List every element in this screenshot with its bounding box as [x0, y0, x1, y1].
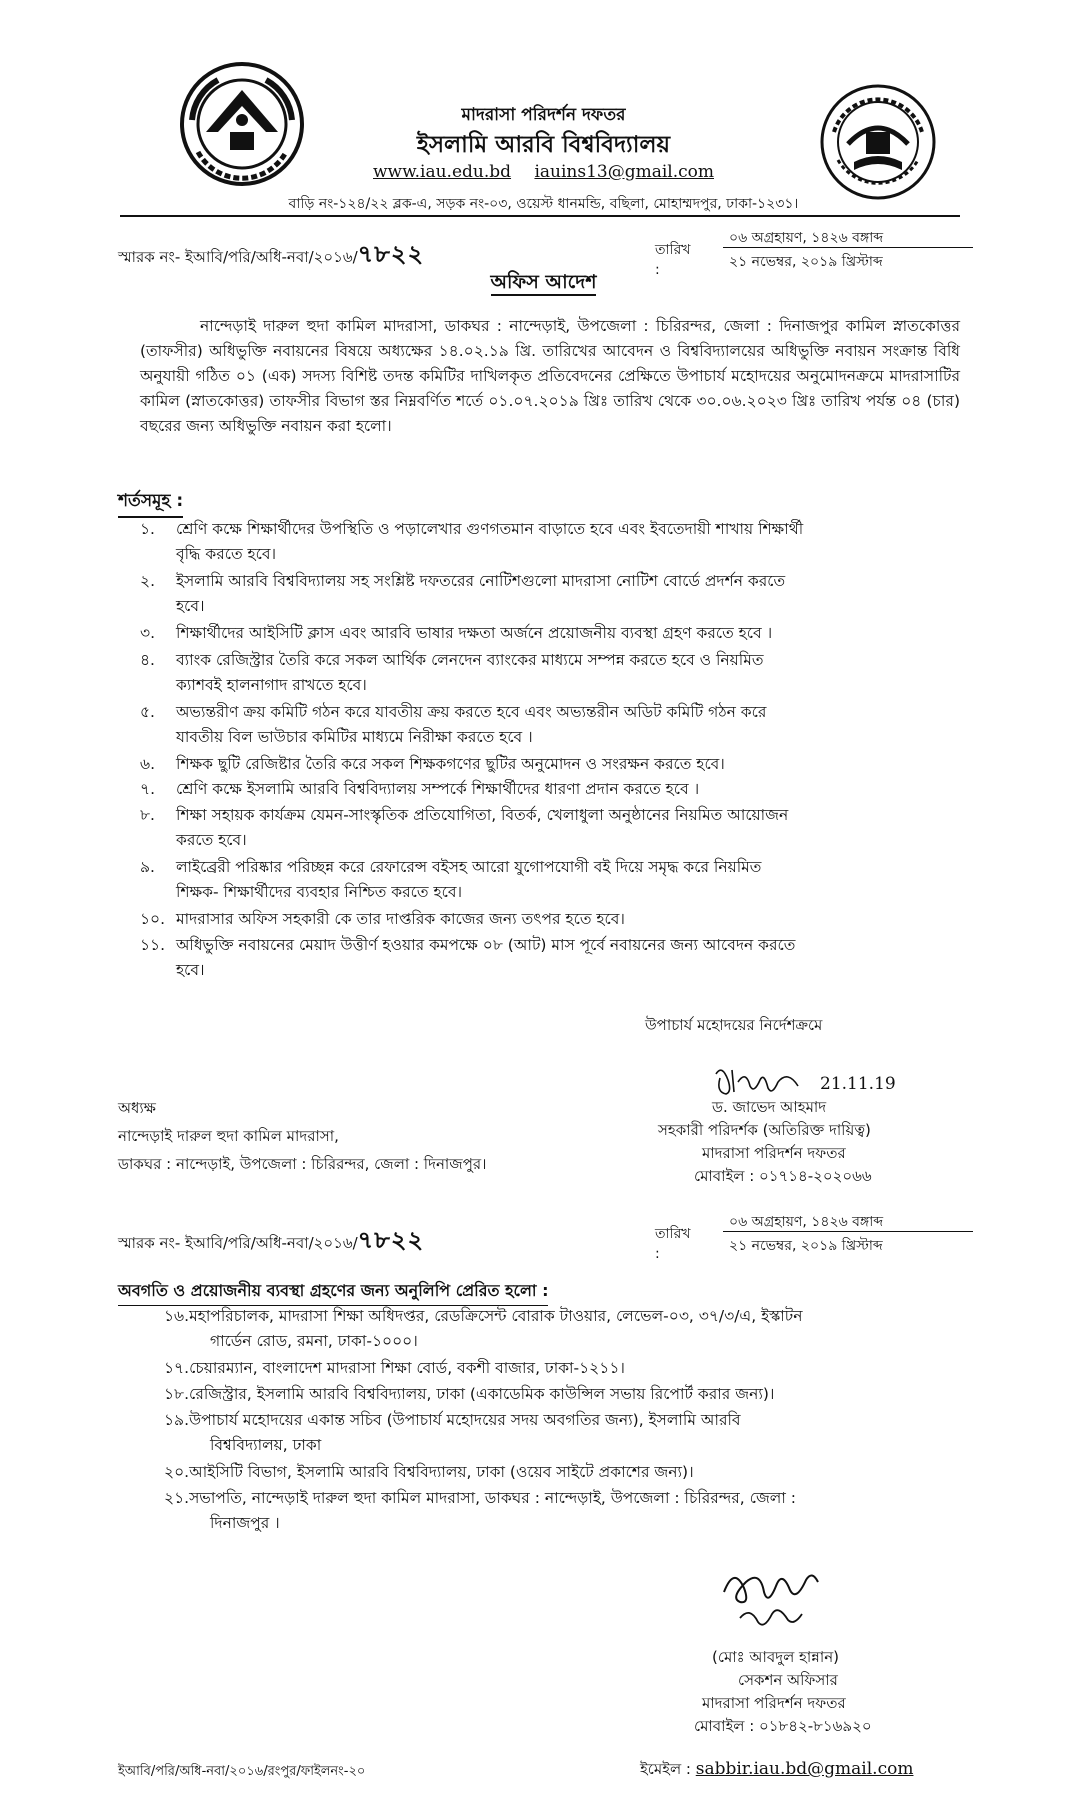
cc-item: [164, 1408, 962, 1458]
cc-text: ২০.আইসিটি বিভাগ, ইসলামি আরবি বিশ্ববিদ্যালয়, ঢাকা (ওয়েব সাইটে প্রকাশের জন্য)।: [164, 1463, 694, 1481]
condition-number: ৯.: [140, 858, 155, 876]
condition-text-continued: যাবতীয় বিল ভাউচার কমিটির মাধ্যমে নিরীক্ষা করতে হবে ।: [176, 728, 533, 746]
signature-1: [712, 1062, 822, 1102]
condition-text-continued: করতে হবে।: [176, 831, 247, 849]
condition-text: শ্রেণি কক্ষে শিক্ষার্থীদের উপস্থিতি ও পড়ালেখার গুণগতমান বাড়াতে হবে এবং ইবতেদায়ী শাখায় শিক্ষার্থী: [176, 520, 804, 538]
date-2-divider: [723, 1231, 973, 1232]
condition-number: ৩.: [140, 624, 156, 642]
cc-text: ১৮.রেজিস্ট্রার, ইসলামি আরবি বিশ্ববিদ্যালয়, ঢাকা (একাডেমিক কাউন্সিল সভায় রিপোর্ট করার জন্য)।: [164, 1385, 775, 1403]
condition-number: ৫.: [140, 703, 155, 721]
signatory-2-email-link[interactable]: sabbir.iau.bd@gmail.com: [695, 1759, 914, 1779]
condition-number: ২.: [140, 572, 156, 590]
signatory-2-name: (মোঃ আবদুল হান্নান): [712, 1648, 840, 1666]
cc-text-continued: গার্ডেন রোড, রমনা, ঢাকা-১০০০।: [210, 1332, 418, 1350]
condition-item: [140, 907, 962, 932]
signed-date: 21.11.19: [820, 1074, 896, 1094]
cc-text-continued: দিনাজপুর ।: [210, 1514, 280, 1532]
memo-2-ref-label: স্মারক নং- ইআবি/পরি/অধি-নবা/২০১৬/: [118, 1234, 358, 1252]
recipient-title: অধ্যক্ষ: [118, 1099, 156, 1117]
cc-item: [164, 1356, 962, 1381]
condition-item: [140, 855, 962, 905]
university-name: ইসলামি আরবি বিশ্ববিদ্যালয়: [416, 132, 671, 158]
condition-text-continued: বৃদ্ধি করতে হবে।: [176, 545, 277, 563]
condition-text: শিক্ষার্থীদের আইসিটি ক্লাস এবং আরবি ভাষার দক্ষতা অর্জনে প্রয়োজনীয় ব্যবস্থা গ্রহণ করতে হবে ।: [176, 624, 773, 642]
date-divider: [723, 247, 973, 248]
condition-text: লাইব্রেরী পরিষ্কার পরিচ্ছন্ন করে রেফারেন্স বইসহ আরো যুগোপযোগী বই দিয়ে সমৃদ্ধ করে নিয়মিত: [176, 858, 762, 876]
condition-text: ইসলামি আরবি বিশ্ববিদ্যালয় সহ সংশ্লিষ্ট দফতরের নোটিশগুলো মাদরাসা নোটিশ বোর্ডে প্রদর্শন করতে: [176, 572, 786, 590]
condition-text-continued: হবে।: [176, 597, 205, 615]
memo-2-reference: [118, 1222, 424, 1262]
condition-text: শিক্ষা সহায়ক কার্যক্রম যেমন-সাংস্কৃতিক প্রতিযোগিতা, বিতর্ক, খেলাধুলা অনুষ্ঠানের নিয়মিত আয়োজন: [176, 806, 789, 824]
cc-item: [164, 1460, 962, 1485]
memo-ref-number: ৭৮২২: [357, 240, 425, 268]
date-2-label: তারিখ :: [655, 1226, 691, 1262]
email-label: ইমেইল :: [640, 1760, 691, 1778]
recipient-institution: নান্দেড়াই দারুল হুদা কামিল মাদরাসা,: [118, 1127, 339, 1145]
date-english: ২১ নভেম্বর, ২০১৯ খ্রিস্টাব্দ: [729, 254, 883, 270]
body-paragraph: নান্দেড়াই দারুল হুদা কামিল মাদরাসা, ডাকঘর : নান্দেড়াই, উপজেলা : চিরিরন্দর, জেলা : দিনাজপুর কামিল স্নাতকোত্তর (তাফসীর) অধিভুক্তি নবায়নের বিষয়ে অধ্যক্ষের ১৪.০২.১৯ খ্রি. তারিখের আবেদন ও বিশ্ববিদ্যালয়ের অধিভুক্তি নবায়ন সংক্রান্ত বিধি অনুযায়ী গঠিত ০১ (এক) সদস্য বিশিষ্ট তদন্ত কমিটির দাখিলকৃত প্রতিবেদনের প্রেক্ষিতে উপাচার্য মহোদয়ের অনুমোদনক্রমে মাদরাসাটির কামিল (স্নাতকোত্তর) তাফসীর বিভাগ স্তর নিম্নবর্ণিত শর্তে ০১.০৭.২০১৯ খ্রিঃ তারিখ থেকে ৩০.০৬.২০২৩ খ্রিঃ তারিখ পর্যন্ত ০৪ (চার) বছরের জন্য অধিভুক্তি নবায়ন করা হলো।: [140, 317, 960, 435]
condition-item: [140, 569, 962, 619]
by-order-text: উপাচার্য মহোদয়ের নির্দেশক্রমে: [645, 1016, 823, 1034]
condition-item: [140, 752, 962, 777]
footer-reference: ইআবি/পরি/অধি-নবা/২০১৬/রংপুর/ফাইলনং-২০: [118, 1764, 366, 1779]
condition-number: ১০.: [140, 910, 166, 928]
signatory-2-office: মাদরাসা পরিদর্শন দফতর: [702, 1694, 846, 1712]
condition-text: শিক্ষক ছুটি রেজিষ্টার তৈরি করে সকল শিক্ষকগণের ছুটির অনুমোদন ও সংরক্ষন করতে হবে।: [176, 755, 725, 773]
website-link[interactable]: www.iau.edu.bd: [373, 162, 512, 182]
signatory-1-office: মাদরাসা পরিদর্শন দফতর: [702, 1144, 846, 1162]
cc-item: [164, 1382, 962, 1407]
cc-item: [164, 1304, 962, 1354]
condition-text: অধিভুক্তি নবায়নের মেয়াদ উত্তীর্ণ হওয়ার কমপক্ষে ০৮ (আট) মাস পূর্বে নবায়নের জন্য আবেদন করতে: [176, 936, 796, 954]
cc-text: ১৯.উপাচার্য মহোদয়ের একান্ত সচিব (উপাচার্য মহোদয়ের সদয় অবগতির জন্য), ইসলামি আরবি: [164, 1411, 741, 1429]
contact-links: [0, 162, 1087, 182]
condition-text-continued: ক্যাশবই হালনাগাদ রাখতে হবে।: [176, 676, 367, 694]
condition-item: [140, 803, 962, 853]
signatory-2-designation: সেকশন অফিসার: [738, 1671, 838, 1689]
condition-text: মাদরাসার অফিস সহকারী কে তার দাপ্তরিক কাজের জন্য তৎপর হতে হবে।: [176, 910, 625, 928]
condition-text-continued: শিক্ষক- শিক্ষার্থীদের ব্যবহার নিশ্চিত করতে হবে।: [176, 883, 462, 901]
condition-text-continued: হবে।: [176, 961, 205, 979]
condition-number: ৭.: [140, 780, 156, 798]
date-label: তারিখ :: [655, 242, 691, 278]
condition-text: ব্যাংক রেজিস্ট্রার তৈরি করে সকল আর্থিক লেনদেন ব্যাংকের মাধ্যমে সম্পন্ন করতে হবে ও নিয়মিত: [176, 651, 764, 669]
date-2-english: ২১ নভেম্বর, ২০১৯ খ্রিস্টাব্দ: [729, 1238, 883, 1254]
cc-text-continued: বিশ্ববিদ্যালয়, ঢাকা: [210, 1436, 322, 1454]
cc-text: ১৭.চেয়ারম্যান, বাংলাদেশ মাদরাসা শিক্ষা বোর্ড, বকশী বাজার, ঢাকা-১২১১।: [164, 1359, 625, 1377]
cc-text: ১৬.মহাপরিচালক, মাদরাসা শিক্ষা অধিদপ্তর, রেডক্রিসেন্ট বোরাক টাওয়ার, লেভেল-০৩, ৩৭/৩/এ, ইস্কাটন: [164, 1307, 803, 1325]
date-2-bangla: ০৬ অগ্রহায়ণ, ১৪২৬ বঙ্গাব্দ: [729, 1214, 884, 1230]
signature-2: [710, 1552, 830, 1632]
page-title: অফিস আদেশ: [0, 268, 1087, 300]
condition-text: অভ্যন্তরীণ ক্রয় কমিটি গঠন করে যাবতীয় ক্রয় করতে হবে এবং অভ্যন্তরীন অডিট কমিটি গঠন করে: [176, 703, 767, 721]
condition-number: ৮.: [140, 806, 155, 824]
memo-ref-label: স্মারক নং- ইআবি/পরি/অধি-নবা/২০১৬/: [118, 248, 358, 266]
conditions-heading: শর্তসমূহ :: [118, 488, 183, 518]
cc-item: [164, 1486, 962, 1536]
office-address: বাড়ি নং-১২৪/২২ ব্লক-এ, সড়ক নং-০৩, ওয়েস্ট ধানমন্ডি, বছিলা, মোহাম্মদপুর, ঢাকা-১২৩১।: [288, 196, 799, 212]
condition-number: ১১.: [140, 936, 166, 954]
header-divider: [120, 215, 960, 217]
recipient-address: ডাকঘর : নান্দেড়াই, উপজেলা : চিরিরন্দর, জেলা : দিনাজপুর।: [118, 1155, 487, 1173]
condition-item: [140, 777, 962, 802]
signatory-2-email: [640, 1759, 913, 1780]
condition-number: ১.: [140, 520, 155, 538]
signatory-1-name: ড. জাভেদ আহমাদ: [712, 1098, 827, 1116]
condition-text: শ্রেণি কক্ষে ইসলামি আরবি বিশ্ববিদ্যালয় সম্পর্কে শিক্ষার্থীদের ধারণা প্রদান করতে হবে ।: [176, 780, 700, 798]
condition-item: [140, 700, 962, 750]
memo-2-ref-number: ৭৮২২: [357, 1226, 425, 1254]
cc-heading: অবগতি ও প্রয়োজনীয় ব্যবস্থা গ্রহণের জন্য অনুলিপি প্রেরিত হলো :: [118, 1278, 548, 1306]
signatory-1-mobile: মোবাইল : ০১৭১৪-২০২০৬৬: [694, 1167, 872, 1185]
date-bangla: ০৬ অগ্রহায়ণ, ১৪২৬ বঙ্গাব্দ: [729, 230, 884, 246]
email-link[interactable]: iauins13@gmail.com: [534, 162, 714, 182]
signatory-2-mobile: মোবাইল : ০১৮৪২-৮১৬৯২০: [694, 1717, 872, 1735]
condition-item: [140, 517, 962, 567]
condition-number: ৬.: [140, 755, 156, 773]
condition-item: [140, 933, 962, 983]
condition-item: [140, 648, 962, 698]
condition-item: [140, 621, 962, 646]
cc-text: ২১.সভাপতি, নান্দেড়াই দারুল হুদা কামিল মাদরাসা, ডাকঘর : নান্দেড়াই, উপজেলা : চিরিরন্দর, জেলা :: [164, 1489, 797, 1507]
condition-number: ৪.: [140, 651, 155, 669]
signatory-1-designation: সহকারী পরিদর্শক (অতিরিক্ত দায়িত্ব): [658, 1121, 871, 1139]
office-name: মাদরাসা পরিদর্শন দফতর: [461, 105, 626, 125]
